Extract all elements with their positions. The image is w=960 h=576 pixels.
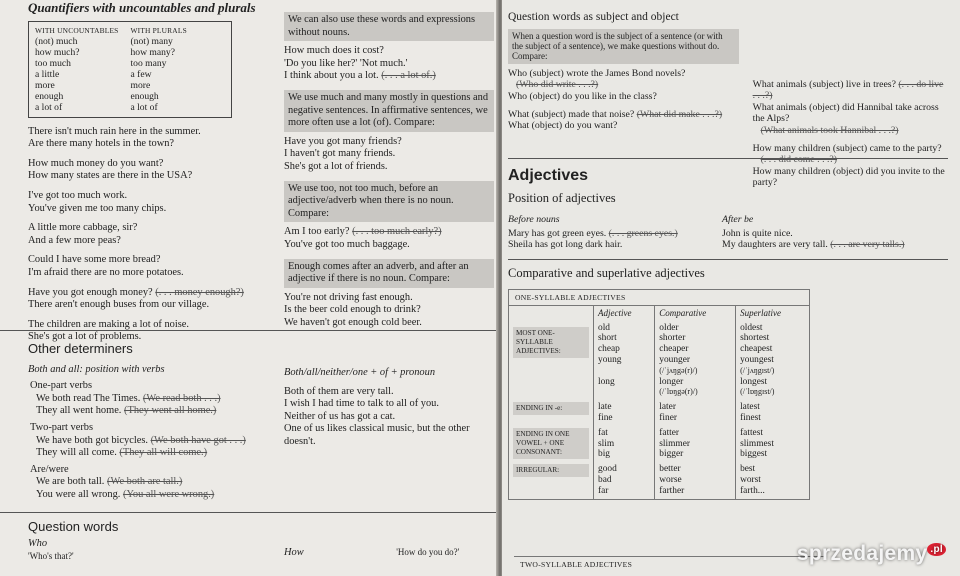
list-item: how many?	[130, 46, 175, 58]
subhead: Both and all: position with verbs	[28, 363, 165, 375]
column-header: Superlative	[736, 306, 807, 321]
uncountables-header: WITH UNCOUNTABLES	[35, 25, 119, 35]
qw-subject-object: Question words as subject and object When a question word is the subject of a sentence (or with the subject of a sentence), we make questions without do. Compare: Who (subject) wrote the James Bond novels? (Who did write . . .?) Who (object) do you like in the class? What (subject) made that noise? (What did make . . .?) What (object) do you want? What animals (subject) live in trees? (. . . do live . . .?) What animals (object) did Hannibal take across the Alps? (What animals took Hannibal . . .?) How many children (subject) came to the party? (. . . did come . . .?) How many children (object) did you invite to the party?	[508, 12, 948, 189]
note-much-many: We use much and many mostly in questions and negative sentences. In affirmative sentences, we more often use a lot (of). Compare:	[284, 90, 494, 132]
list-item: enough	[35, 90, 64, 102]
example: John is quite nice.	[722, 227, 793, 239]
plurals-list	[130, 26, 186, 113]
before-nouns-heading: Before nouns	[508, 214, 560, 225]
table-row: IRREGULAR: good bad far better worse farther best worst farth...	[509, 462, 807, 498]
example-pair: A little more cabbage, sir? And a few more peas?	[28, 222, 138, 246]
row-label: ENDING IN -e:	[513, 402, 589, 415]
incorrect-example: (Who did write . . .?)	[516, 79, 599, 91]
list-item: a lot of	[130, 101, 158, 113]
list-item: enough	[130, 90, 159, 102]
note-without-nouns: We can also use these words and expressions without nouns.	[284, 12, 494, 41]
example-pair: I've got too much work. You've given me too many chips.	[28, 189, 167, 214]
list-item: a few	[130, 68, 152, 80]
example: Who (object) do you like in the class?	[508, 91, 657, 102]
position-title: Position of adjectives	[508, 191, 616, 205]
table-row: ENDING IN ONE VOWEL + ONE CONSONANT: fat slim big fatter slimmer bigger fattest slimmest biggest	[509, 426, 807, 462]
section-title: Question words as subject and object	[508, 11, 679, 23]
example: Neither of us has got a cat.	[284, 410, 396, 422]
group: Are/were We are both tall. (We both are tall.) You were all wrong. (You all were wrong.)	[30, 463, 215, 500]
plurals-header: WITH PLURALS	[130, 25, 187, 35]
quantifiers-title: Quantifiers with uncountables and plurals	[28, 0, 256, 15]
note-too: We use too, not too much, before an adjective/adverb when there is no noun. Compare:	[284, 181, 494, 223]
example-group: How much does it cost? 'Do you like her?' 'Not much.' I think about you a lot. (. . . a lot of.)	[284, 45, 436, 82]
example-pair: How much money do you want? How many states are there in the USA?	[28, 157, 193, 182]
after-be-heading: After be	[722, 214, 754, 225]
who-heading: Who	[28, 537, 48, 549]
adjectives-title: Adjectives	[508, 167, 589, 184]
right-page	[502, 0, 960, 576]
incorrect-example: (. . . money enough?)	[155, 286, 244, 298]
table-header-row	[509, 306, 807, 321]
example: How many children (subject) came to the party?	[752, 142, 942, 154]
incorrect-example: (What animals took Hannibal . . .?)	[760, 124, 899, 136]
list-item: more	[35, 79, 55, 91]
example-group: You're not driving fast enough. Is the beer cold enough to drink? We haven't got enough cold beer.	[284, 291, 422, 328]
adjectives-section: Adjectives Position of adjectives Before nouns Mary has got green eyes. (. . . greens eyes.) Sheila has got long dark hair. After be John is quite nice. My daughters are very tall. (. . . are very talls.) Comparative and superlative adjectives ONE-SYLLABLE ADJECTIVES Adjective Comparative Superlative MOST ONE-SYLLABLE ADJECTIVES: old short cheap young long older shorter cheaper younger (/ˈjʌŋgə(r)/) longer (/ˈlɒŋgə(r)/) oldest shortest cheapest youngest (/ˈjʌŋgɪst/) longest (/ˈlɒŋgɪst/) ENDING IN -e: late fine later finer latest finest ENDING IN ONE VOWEL + ONE CONSONANT: fat slim big fatter slimmer bigger fattest slimmest biggest IRREGULAR: good bad far better worse farther best worst farth...	[508, 158, 948, 500]
list-item: a little	[35, 68, 60, 80]
list-item: a lot of	[35, 101, 63, 113]
example: How many children (object) did you invite to the party?	[752, 165, 945, 189]
note-enough: Enough comes after an adverb, and after an adjective if there is no noun. Compare:	[284, 259, 494, 288]
partial-text: 'How do you do?'	[396, 547, 460, 557]
example: One of us likes classical music, but the other doesn't.	[284, 423, 470, 447]
watermark-logo: sprzedajemy $^{.pl}$	[797, 542, 946, 566]
example-pair: The children are making a lot of noise. She's got a lot of problems.	[28, 318, 189, 343]
table2-title: TWO-SYLLABLE ADJECTIVES	[514, 556, 826, 572]
pronoun-subhead: Both/all/neither/one + of + pronoun	[284, 367, 436, 378]
comparison-table	[509, 306, 807, 499]
list-item: too many	[130, 57, 167, 69]
row-label: IRREGULAR:	[513, 464, 589, 477]
column-header: Comparative	[655, 306, 736, 321]
incorrect-example: (. . . did come . . .?)	[760, 154, 838, 166]
quantifiers-box	[28, 21, 232, 118]
comparative-title: Comparative and superlative adjectives	[508, 265, 705, 280]
example: I wish I had time to talk to all of you.	[284, 398, 439, 410]
example-pair: Could I have some more bread? I'm afraid there are no more potatoes.	[28, 254, 184, 278]
table-row: ENDING IN -e: late fine later finer latest finest	[509, 400, 807, 426]
how-heading: How	[284, 547, 304, 558]
example: What animals (object) did Hannibal take across the Alps?	[752, 101, 939, 125]
table-row: MOST ONE-SYLLABLE ADJECTIVES: old short cheap young long older shorter cheaper younger (/ˈjʌŋgə(r)/) longer (/ˈlɒŋgə(r)/) oldest shortest cheapest youngest (/ˈjʌŋgɪst/) longest (/ˈlɒŋgɪst/)	[509, 321, 807, 401]
question-words-section	[0, 512, 498, 563]
partial-text: 'Who's that?'	[28, 551, 74, 562]
comparison-table-box	[508, 289, 810, 500]
column-header: Adjective	[594, 306, 655, 321]
row-label: MOST ONE-SYLLABLE ADJECTIVES:	[513, 327, 589, 358]
group: Two-part verbs We have both got bicycles. (We both have got . . .) They will all come. (They all will come.)	[30, 421, 246, 459]
quantifiers-column	[28, 0, 274, 351]
qw-note: When a question word is the subject of a sentence (or with the subject of a sentence), we make questions without do. Compare:	[508, 29, 739, 64]
list-item: too much	[35, 57, 71, 69]
example-group: Have you got many friends? I haven't got many friends. She's got a lot of friends.	[284, 135, 402, 172]
table-title: ONE-SYLLABLE ADJECTIVES	[509, 290, 809, 306]
section-title: Other determiners	[28, 341, 133, 356]
example: What (object) do you want?	[508, 120, 618, 132]
list-item: how much?	[35, 46, 80, 58]
example-group: Am I too early? (. . . too much early?) You've got too much baggage.	[284, 226, 442, 250]
list-item: more	[130, 79, 151, 91]
list-item: (not) many	[130, 35, 173, 47]
example: Sheila has got long dark hair.	[508, 239, 623, 251]
quantifiers-notes-column	[284, 0, 494, 336]
row-label: ENDING IN ONE VOWEL + ONE CONSONANT:	[513, 428, 589, 459]
example-pair: Have you got enough money? (. . . money enough?) There aren't enough buses from our village.	[28, 286, 244, 311]
uncountables-list	[35, 26, 118, 113]
group: One-part verbs We both read The Times. (We read both . . .) They all went home. (They went all home.)	[30, 380, 221, 417]
list-item: (not) much	[35, 35, 78, 47]
example: Who (subject) wrote the James Bond novels?	[508, 67, 686, 79]
example: Both of them are very tall.	[284, 385, 394, 397]
section-title: Question words	[28, 519, 119, 534]
example-pair: There isn't much rain here in the summer. Are there many hotels in the town?	[28, 125, 201, 150]
